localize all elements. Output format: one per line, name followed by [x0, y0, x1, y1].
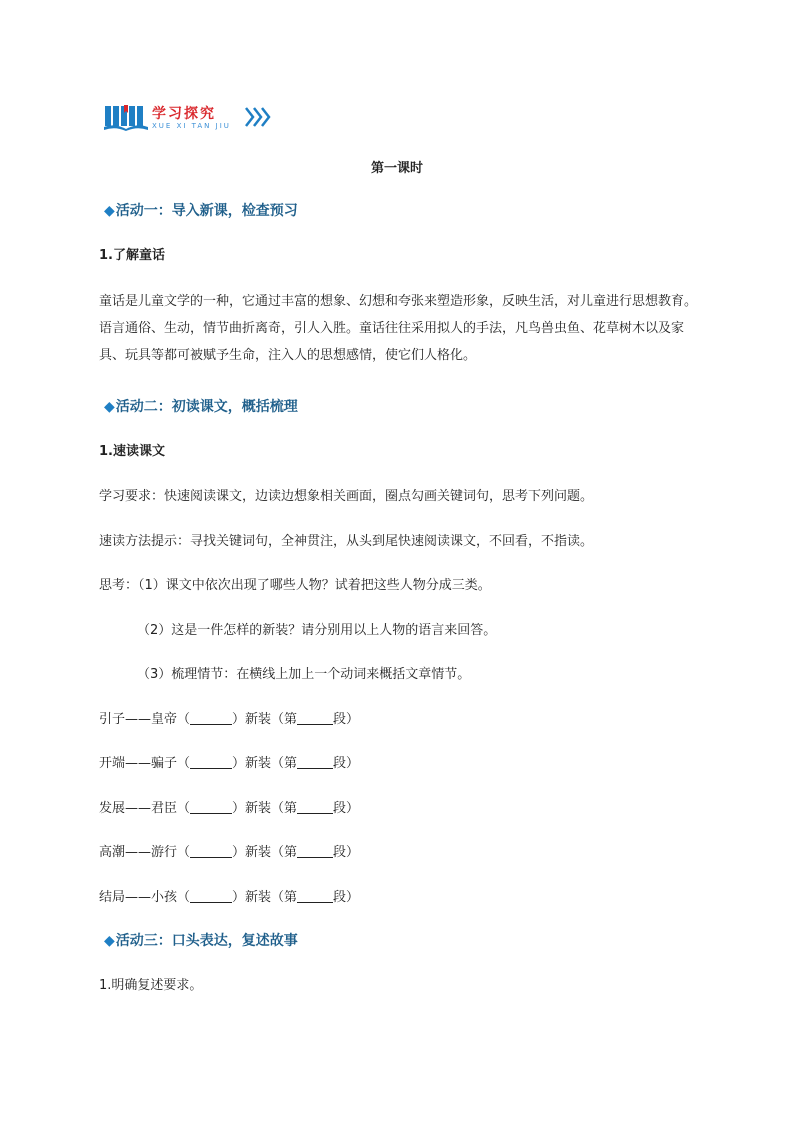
answer-blank[interactable]	[190, 710, 232, 725]
chevron-right-icon	[244, 106, 272, 128]
activity-1-heading: ◆活动一：导入新课，检查预习	[104, 203, 298, 219]
study-requirement: 学习要求：快速阅读课文，边读边想象相关画面，圈点勾画关键词句，思考下列问题。	[99, 489, 594, 504]
activity-2-subheading: 1.速读课文	[99, 444, 165, 459]
activity-3-subheading: 1.明确复述要求。	[99, 978, 203, 993]
answer-blank[interactable]	[190, 799, 232, 814]
plot-line: 结局——小孩（ ）新装（第 段）	[99, 890, 360, 905]
question-1: 思考：（1）课文中依次出现了哪些人物？试着把这些人物分成三类。	[99, 578, 491, 593]
paragraph-blank[interactable]	[297, 888, 333, 903]
diamond-icon: ◆	[104, 399, 115, 415]
plot-line: 发展——君臣（ ）新装（第 段）	[99, 801, 360, 816]
answer-blank[interactable]	[190, 888, 232, 903]
diamond-icon: ◆	[104, 203, 115, 219]
activity-3-heading: ◆活动三：口头表达，复述故事	[104, 933, 298, 949]
plot-line: 开端——骗子（ ）新装（第 段）	[99, 756, 360, 771]
paragraph-blank[interactable]	[297, 710, 333, 725]
open-book-icon	[104, 103, 148, 131]
answer-blank[interactable]	[190, 843, 232, 858]
fairy-tale-paragraph: 童话是儿童文学的一种，它通过丰富的想象、幻想和夸张来塑造形象，反映生活，对儿童进行思想教育。语言通俗、生动，情节曲折离奇，引人入胜。童话往往采用拟人的手法，凡鸟兽虫鱼、花草树木以及家具、玩具等都可被赋予生命，注入人的思想感情，使它们人格化。	[99, 294, 698, 363]
paragraph-blank[interactable]	[297, 754, 333, 769]
answer-blank[interactable]	[190, 754, 232, 769]
activity-1-subheading: 1.了解童话	[99, 248, 165, 263]
question-2: （2）这是一件怎样的新装？请分别用以上人物的语言来回答。	[137, 623, 497, 638]
plot-line: 高潮——游行（ ）新装（第 段）	[99, 845, 360, 860]
lesson-title: 第一课时	[370, 161, 423, 176]
logo-subtitle: XUE XI TAN JIU	[152, 122, 231, 130]
question-3: （3）梳理情节：在横线上加上一个动词来概括文章情节。	[137, 667, 471, 682]
logo-title: 学习探究	[152, 106, 216, 122]
plot-line: 引子——皇帝（ ）新装（第 段）	[99, 712, 360, 727]
paragraph-blank[interactable]	[297, 843, 333, 858]
diamond-icon: ◆	[104, 933, 115, 949]
section-logo	[104, 103, 274, 133]
paragraph-blank[interactable]	[297, 799, 333, 814]
activity-2-heading: ◆活动二：初读课文，概括梳理	[104, 399, 298, 415]
reading-method-tip: 速读方法提示：寻找关键词句，全神贯注，从头到尾快速阅读课文，不回看，不指读。	[99, 534, 594, 549]
